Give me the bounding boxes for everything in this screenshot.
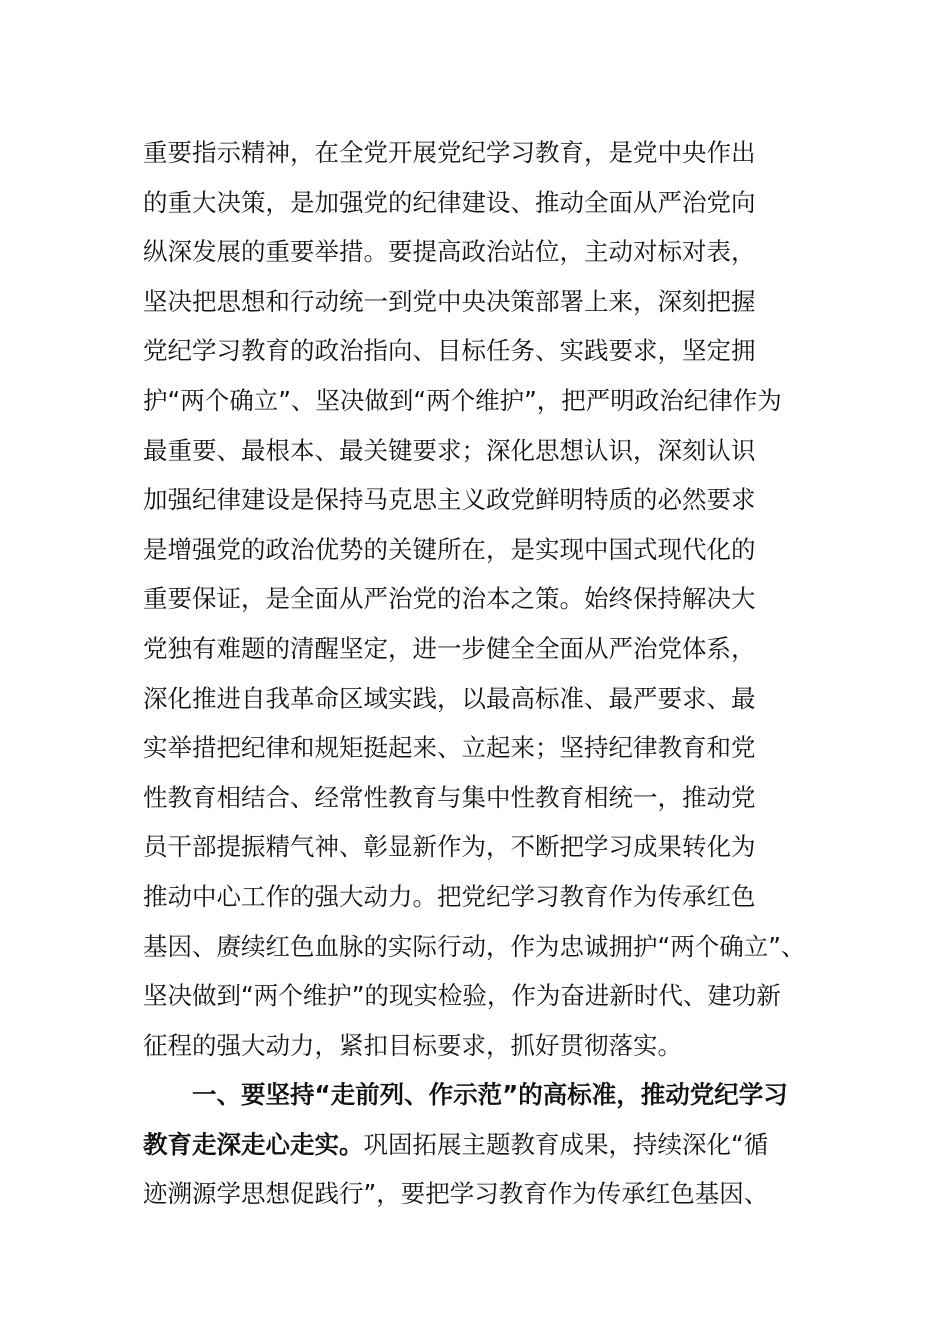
section-heading-line: 一、要坚持“走前列、作示范”的高标准，推动党纪学习	[192, 1080, 788, 1110]
text-line: 深化推进自我革命区域实践，以最高标准、最严要求、最	[143, 683, 756, 713]
paragraph-1	[143, 128, 823, 1070]
text-line: 最重要、最根本、最关键要求；深化思想认识，深刻认识	[143, 435, 756, 465]
text-line: 重要指示精神，在全党开展党纪学习教育，是党中央作出	[143, 138, 756, 167]
document-body	[143, 128, 823, 1219]
text-line: 是增强党的政治优势的关键所在，是实现中国式现代化的	[143, 534, 756, 564]
text-line: 的重大决策，是加强党的纪律建设、推动全面从严治党向	[143, 187, 756, 217]
section-heading-end: 教育走深走心走实。	[143, 1129, 364, 1159]
text-line: 坚决做到“两个维护”的现实检验，作为奋进新时代、建功新	[143, 981, 781, 1011]
text-line: 基因、赓续红色血脉的实际行动，作为忠诚拥护“两个确立”、	[143, 931, 806, 961]
text-line: 党纪学习教育的政治指向、目标任务、实践要求，坚定拥	[143, 336, 756, 366]
text-line: 纵深发展的重要举措。要提高政治站位，主动对标对表，	[143, 237, 756, 267]
text-line: 迹溯源学思想促践行”，要把学习教育作为传承红色基因、	[143, 1179, 769, 1209]
text-line: 坚决把思想和行动统一到党中央决策部署上来，深刻把握	[143, 286, 756, 316]
text-line: 推动中心工作的强大动力。把党纪学习教育作为传承红色	[143, 881, 756, 911]
text-line: 实举措把纪律和规矩挺起来、立起来；坚持纪律教育和党	[143, 733, 756, 763]
text-line: 护“两个确立”、坚决做到“两个维护”，把严明政治纪律作为	[143, 385, 782, 415]
text-line: 征程的强大动力，紧扣目标要求，抓好贯彻落实。	[143, 1030, 682, 1060]
text-line: 性教育相结合、经常性教育与集中性教育相统一，推动党	[143, 782, 756, 812]
text-line: 员干部提振精气神、彰显新作为，不断把学习成果转化为	[143, 832, 756, 862]
text-line: 重要保证，是全面从严治党的治本之策。始终保持解决大	[143, 584, 756, 614]
paragraph-2	[143, 1070, 823, 1219]
text-line: 党独有难题的清醒坚定，进一步健全全面从严治党体系，	[143, 633, 756, 663]
text-line	[143, 1120, 823, 1170]
text-line: 加强纪律建设是保持马克思主义政党鲜明特质的必然要求	[143, 485, 756, 515]
paragraph-text: 巩固拓展主题教育成果，持续深化“循	[363, 1129, 769, 1159]
